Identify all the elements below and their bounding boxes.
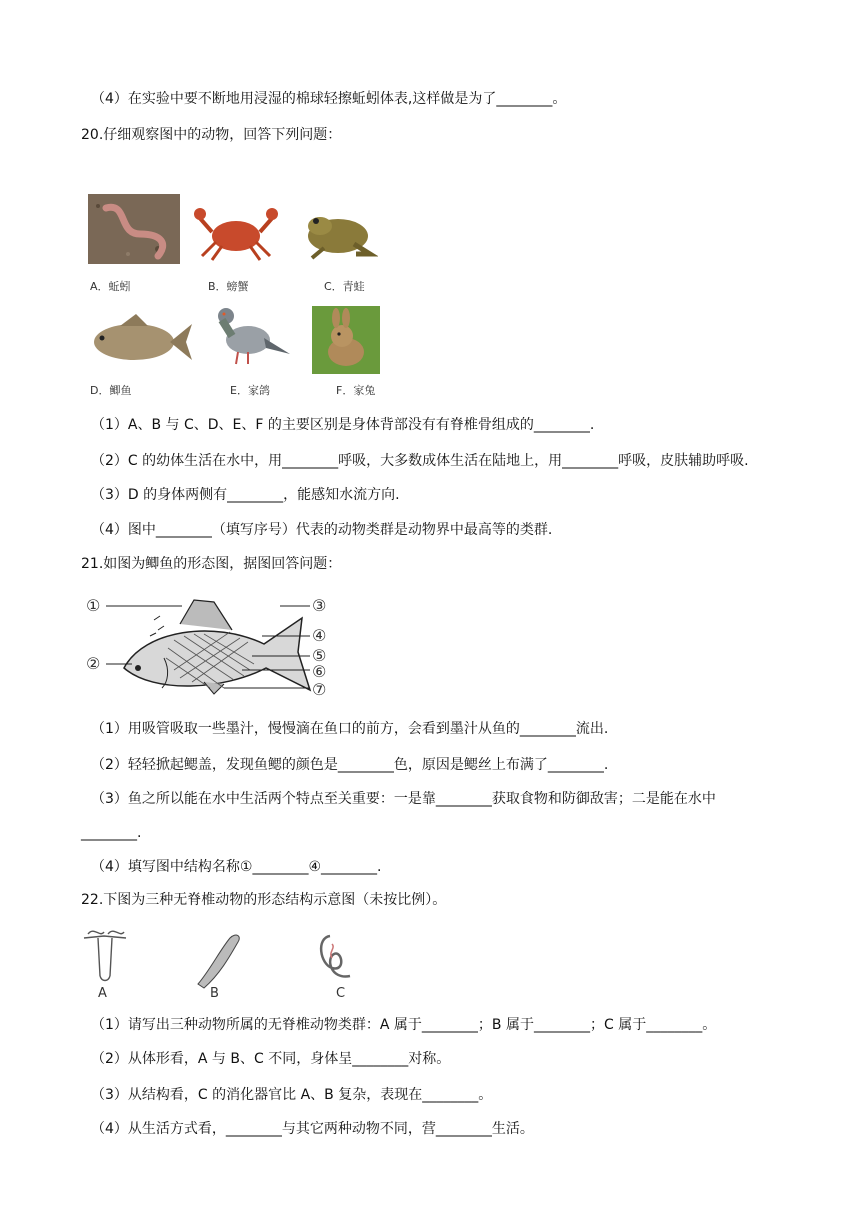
q20-animal-figure bbox=[84, 190, 384, 400]
marker-6: ⑥ bbox=[312, 662, 327, 681]
q21-part3a: （3）鱼之所以能在水中生活两个特点至关重要：一是靠________获取食物和防御敌害；二是能在水中 bbox=[91, 791, 716, 807]
marker-3: ③ bbox=[312, 596, 327, 615]
q20-part1: （1）A、B 与 C、D、E、F 的主要区别是身体背部没有有脊椎骨组成的________. bbox=[91, 417, 595, 433]
carp-image bbox=[86, 310, 196, 370]
label-c: C bbox=[336, 986, 346, 1001]
frog-label: C．青蛙 bbox=[324, 280, 365, 293]
q22-part1: （1）请写出三种动物所属的无脊椎动物类群：A 属于________；B 属于________；C 属于________。 bbox=[91, 1017, 717, 1033]
label-a: A bbox=[98, 986, 107, 1001]
earthworm-image bbox=[88, 194, 180, 264]
marker-7: ⑦ bbox=[312, 680, 327, 699]
q20-title: 20.仔细观察图中的动物，回答下列问题： bbox=[81, 127, 342, 143]
q22-part3: （3）从结构看，C 的消化器官比 A、B 复杂，表现在________。 bbox=[91, 1087, 493, 1103]
rabbit-image bbox=[312, 306, 380, 374]
pigeon-label: E．家鸽 bbox=[230, 384, 270, 397]
q19-part4: （4）在实验中要不断地用浸湿的棉球轻擦蚯蚓体表,这样做是为了________。 bbox=[91, 91, 567, 107]
q20-part3: （3）D 的身体两侧有________，能感知水流方向. bbox=[91, 487, 400, 503]
crab-label: B．螃蟹 bbox=[208, 280, 249, 293]
q22-part2: （2）从体形看，A 与 B、C 不同，身体呈________对称。 bbox=[91, 1051, 451, 1067]
q21-part2: （2）轻轻掀起鳃盖，发现鱼鳃的颜色是________色，原因是鳃丝上布满了________. bbox=[91, 757, 609, 773]
carp-structure-diagram bbox=[84, 590, 334, 702]
invertebrate-diagram bbox=[80, 924, 380, 1004]
pigeon-image bbox=[208, 298, 292, 372]
q21-part3b: ________. bbox=[81, 825, 142, 841]
frog-image bbox=[296, 204, 378, 262]
earthworm-label: A．蚯蚓 bbox=[90, 280, 131, 293]
marker-1: ① bbox=[86, 596, 101, 615]
marker-4: ④ bbox=[312, 626, 327, 645]
q20-part4: （4）图中________（填写序号）代表的动物类群是动物界中最高等的类群. bbox=[91, 522, 553, 538]
q21-title: 21.如图为鲫鱼的形态图，据图回答问题： bbox=[81, 556, 342, 572]
q21-part4: （4）填写图中结构名称①________④________. bbox=[91, 859, 382, 875]
q21-part1: （1）用吸管吸取一些墨汁，慢慢滴在鱼口的前方，会看到墨汁从鱼的________流出. bbox=[91, 721, 609, 737]
q20-part2: （2）C 的幼体生活在水中，用________呼吸，大多数成体生活在陆地上，用________呼吸，皮肤辅助呼吸. bbox=[91, 453, 749, 469]
rabbit-label: F．家兔 bbox=[336, 384, 376, 397]
label-b: B bbox=[210, 986, 219, 1001]
carp-label: D．鲫鱼 bbox=[90, 384, 132, 397]
marker-5: ⑤ bbox=[312, 646, 327, 665]
q22-title: 22.下图为三种无脊椎动物的形态结构示意图（未按比例）。 bbox=[81, 892, 447, 908]
crab-image bbox=[194, 198, 278, 264]
q22-part4: （4）从生活方式看，________与其它两种动物不同，营________生活。 bbox=[91, 1121, 534, 1137]
marker-2: ② bbox=[86, 654, 101, 673]
